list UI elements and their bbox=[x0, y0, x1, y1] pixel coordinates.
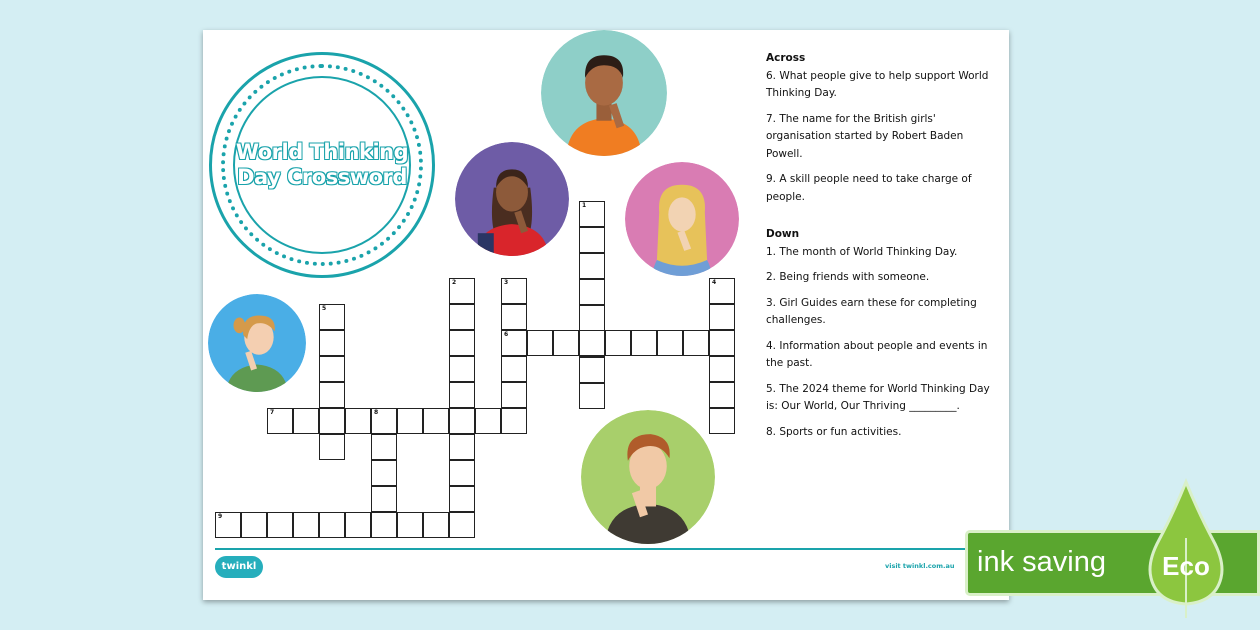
clue-down-5: 5. The 2024 theme for World Thinking Day is: Our World, Our Thriving _________. bbox=[766, 382, 990, 412]
crossword-cell[interactable] bbox=[345, 408, 371, 434]
crossword-cell[interactable] bbox=[579, 330, 605, 356]
crossword-cell[interactable] bbox=[553, 330, 579, 356]
crossword-cell[interactable] bbox=[449, 460, 475, 486]
worksheet bbox=[203, 30, 1009, 600]
clue-across-6: 6. What people give to help support World Thinking Day. bbox=[766, 69, 989, 99]
crossword-cell[interactable] bbox=[631, 330, 657, 356]
crossword-cell[interactable] bbox=[657, 330, 683, 356]
twinkl-logo[interactable]: twinkl bbox=[215, 556, 263, 578]
avatar-girl-red bbox=[455, 142, 569, 256]
crossword-cell[interactable] bbox=[449, 382, 475, 408]
person-thinking-icon bbox=[541, 30, 667, 156]
crossword-cell[interactable] bbox=[501, 356, 527, 382]
across-heading: Across bbox=[766, 52, 806, 64]
crossword-cell[interactable] bbox=[501, 330, 527, 356]
person-thinking-icon bbox=[625, 162, 739, 276]
clues-panel bbox=[766, 50, 1001, 449]
crossword-cell[interactable] bbox=[579, 383, 605, 409]
crossword-cell[interactable] bbox=[241, 512, 267, 538]
clue-across-7: 7. The name for the British girls' organisation started by Robert Baden Powell. bbox=[766, 112, 964, 160]
crossword-cell[interactable] bbox=[683, 330, 709, 356]
crossword-cell[interactable] bbox=[449, 408, 475, 434]
clue-number: 7 bbox=[270, 409, 275, 416]
crossword-cell[interactable] bbox=[605, 330, 631, 356]
crossword-cell[interactable] bbox=[579, 305, 605, 331]
footer-divider bbox=[215, 548, 999, 550]
crossword-cell[interactable] bbox=[319, 382, 345, 408]
crossword-cell[interactable] bbox=[319, 512, 345, 538]
crossword-cell[interactable] bbox=[449, 304, 475, 330]
down-heading: Down bbox=[766, 228, 800, 240]
crossword-cell[interactable] bbox=[293, 512, 319, 538]
crossword-cell[interactable] bbox=[579, 201, 605, 227]
clue-down-3: 3. Girl Guides earn these for completing challenges. bbox=[766, 296, 977, 326]
crossword-cell[interactable] bbox=[319, 330, 345, 356]
crossword-cell[interactable] bbox=[527, 330, 553, 356]
crossword-cell[interactable] bbox=[215, 512, 241, 538]
crossword-cell[interactable] bbox=[501, 408, 527, 434]
crossword-cell[interactable] bbox=[449, 434, 475, 460]
person-thinking-icon bbox=[208, 294, 306, 392]
crossword-cell[interactable] bbox=[371, 512, 397, 538]
clue-down-1: 1. The month of World Thinking Day. bbox=[766, 245, 958, 258]
clue-down-2: 2. Being friends with someone. bbox=[766, 271, 930, 283]
crossword-cell[interactable] bbox=[293, 408, 319, 434]
crossword-cell[interactable] bbox=[319, 356, 345, 382]
avatar-girl-hijab bbox=[625, 162, 739, 276]
crossword-cell[interactable] bbox=[709, 408, 735, 434]
avatar-boy-striped bbox=[581, 410, 715, 544]
crossword-cell[interactable] bbox=[267, 408, 293, 434]
crossword-cell[interactable] bbox=[709, 304, 735, 330]
crossword-cell[interactable] bbox=[501, 382, 527, 408]
crossword-cell[interactable] bbox=[709, 278, 735, 304]
crossword-cell[interactable] bbox=[501, 304, 527, 330]
crossword-cell[interactable] bbox=[319, 408, 345, 434]
eco-label: ink saving bbox=[977, 546, 1106, 578]
crossword-cell[interactable] bbox=[709, 330, 735, 356]
avatar-girl-green bbox=[208, 294, 306, 392]
clue-number: 9 bbox=[218, 513, 223, 520]
crossword-cell[interactable] bbox=[319, 304, 345, 330]
crossword-cell[interactable] bbox=[579, 253, 605, 279]
crossword-cell[interactable] bbox=[449, 356, 475, 382]
clue-down-4: 4. Information about people and events in the past. bbox=[766, 339, 988, 369]
visit-link[interactable]: visit twinkl.com.au bbox=[885, 562, 955, 570]
clue-number: 5 bbox=[322, 305, 327, 312]
clue-number: 8 bbox=[374, 409, 379, 416]
crossword-cell[interactable] bbox=[449, 278, 475, 304]
clue-number: 1 bbox=[582, 202, 587, 209]
crossword-cell[interactable] bbox=[371, 486, 397, 512]
crossword-cell[interactable] bbox=[371, 460, 397, 486]
crossword-cell[interactable] bbox=[371, 434, 397, 460]
crossword-cell[interactable] bbox=[397, 408, 423, 434]
clue-down-8: 8. Sports or fun activities. bbox=[766, 425, 902, 438]
crossword-cell[interactable] bbox=[423, 512, 449, 538]
clue-number: 4 bbox=[712, 279, 717, 286]
crossword-cell[interactable] bbox=[475, 408, 501, 434]
crossword-cell[interactable] bbox=[579, 279, 605, 305]
title-badge bbox=[209, 52, 435, 278]
crossword-cell[interactable] bbox=[267, 512, 293, 538]
crossword-cell[interactable] bbox=[423, 408, 449, 434]
clue-across-9: 9. A skill people need to take charge of people. bbox=[766, 173, 972, 203]
crossword-cell[interactable] bbox=[709, 356, 735, 382]
crossword-cell[interactable] bbox=[579, 357, 605, 383]
leaf-drop-icon bbox=[1145, 478, 1227, 618]
crossword-cell[interactable] bbox=[579, 227, 605, 253]
crossword-cell[interactable] bbox=[449, 486, 475, 512]
title-line-1: World Thinking bbox=[235, 140, 409, 164]
page-title bbox=[236, 140, 408, 190]
person-thinking-icon bbox=[455, 142, 569, 256]
clue-number: 6 bbox=[504, 331, 509, 338]
crossword-cell[interactable] bbox=[449, 330, 475, 356]
crossword-cell[interactable] bbox=[709, 382, 735, 408]
crossword-cell[interactable] bbox=[371, 408, 397, 434]
avatar-boy-orange bbox=[541, 30, 667, 156]
crossword-cell[interactable] bbox=[449, 512, 475, 538]
clue-number: 3 bbox=[504, 279, 509, 286]
crossword-cell[interactable] bbox=[345, 512, 371, 538]
person-thinking-icon bbox=[581, 410, 715, 544]
crossword-cell[interactable] bbox=[319, 434, 345, 460]
crossword-cell[interactable] bbox=[501, 278, 527, 304]
clue-number: 2 bbox=[452, 279, 457, 286]
title-line-2: Day Crossword bbox=[237, 165, 407, 189]
crossword-cell[interactable] bbox=[397, 512, 423, 538]
eco-badge-text: Eco bbox=[1162, 551, 1210, 581]
